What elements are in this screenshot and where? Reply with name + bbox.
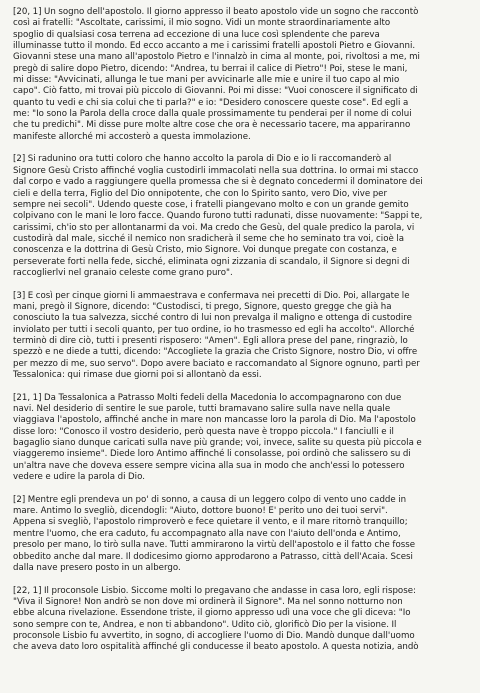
paragraph-22-1: [22, 1] Il proconsole Lisbio. Siccome molti lo pregavano che andasse in casa loro, egli rispose: "Viva il Signore! Non andrò se non dove mi ordinerà il Signore". Ma nel sonno notturno non ebbe alcuna rivelazione. Essendone triste, il giorno appresso udì una voce che gli diceva: "Io sono sempre con te, Andrea, e non ti abbandono". Udito ciò, glorificò Dio per la visione. Il proconsole Lisbio fu avvertito, in sogno, di accogliere l'uomo di Dio. Mandò dunque dall'uomo che aveva dato loro ospitalità affinché gli conducesse il beato apostolo. A questa notizia, andò	[13, 585, 419, 653]
paragraph-21-2: [2] Mentre egli prendeva un po' di sonno, a causa di un leggero colpo di vento uno cadde in mare. Antimo lo svegliò, dicendogli: "Aiuto, dottore buono! E' perito uno dei tuoi servi". Appena si svegliò, l'apostolo rimproverò e fece quietare il vento, e il mare ritornò tranquillo; mentre l'uomo, che era caduto, fu accompagnato alla nave con l'aiuto dell'onda e Antimo, presolo per mano, lo tirò sulla nave. Tutti ammirarono la virtù dell'apostolo e il fatto che fosse obbedito anche dal mare. Il dodicesimo giorno approdarono a Patrasso, città dell'Acaia. Scesi dalla nave presero posto in un albergo.	[13, 494, 416, 573]
paragraph-21-1: [21, 1] Da Tessalonica a Patrasso Molti fedeli della Macedonia lo accompagnarono con due navi. Nel desiderio di sentire le sue parole, tutti bramavano salire sulla nave nella quale viaggiava l'apostolo, affinché anche in mare non mancasse loro la parola di Dio. Ma l'apostolo disse loro: "Conosco il vostro desiderio, però questa nave è troppo piccola." I fanciulli e il bagaglio siano dunque caricati sulla nave più grande; voi, invece, salite su questa più piccola e viaggeremo insieme". Diede loro Antimo affinché li consolasse, poi ordinò che salissero su di un'altra nave che doveva essere sempre vicina alla sua in modo che anch'essi lo potessero vedere e udire la parola di Dio.	[13, 392, 422, 483]
paragraph-20-1: [20, 1] Un sogno dell'apostolo. Il giorno appresso il beato apostolo vide un sogno che raccontò così ai fratelli: "Ascoltate, carissimi, il mio sogno. Vidi un monte straordinariamente alto spoglio di qualsiasi cosa terrena ad eccezione di una luce così splendente che pareva illuminasse tutto il mondo. Ed ecco accanto a me i carissimi fratelli apostoli Pietro e Giovanni. Giovanni stese una mano all'apostolo Pietro e l'innalzò in cima al monte, poi, rivoltosi a me, mi pregò di salire dopo Pietro, dicendo: "Andrea, tu berrai il calice di Pietro"! Poi, stese le mani, mi disse: "Avvicinati, allunga le tue mani per avvicinarle alle mie e unire il tuo capo al mio capo". Ciò fatto, mi trovai più piccolo di Giovanni. Poi mi disse: "Vuoi conoscere il significato di quanto tu vedi e chi sia colui che ti parla?" e io: "Desidero conoscere queste cose". Ed egli a me: "Io sono la Parola della croce dalla quale prossimamente tu penderai per il nome di colui che tu predichi". Mi disse pure molte altre cose che ora è necessario tacere, ma appariranno manifeste allorché mi accosterò a questa immolazione.	[13, 7, 420, 142]
paragraph-20-2: [2] Si radunino ora tutti coloro che hanno accolto la parola di Dio e io li raccomanderò al Signore Gesù Cristo affinché voglia custodirli immacolati nella sua dottrina. Io ormai mi stacco dal corpo e vado a raggiungere quella promessa che si è degnato concedermi il dominatore dei cieli e della terra, Figlio del Dio onnipotente, che con lo Spirito santo, vero Dio, vive per sempre nei secoli". Udendo queste cose, i fratelli piangevano molto e con un grande gemito colpivano con le mani le loro facce. Quando furono tutti radunati, disse nuovamente: "Sappi te, carissimi, ch'io sto per allontanarmi da voi. Ma credo che Gesù, del quale predico la parola, vi custodirà dal male, sicché il nemico non sradicherà il seme che ho seminato tra voi, cioè la conoscenza e la dottrina di Gesù Cristo, mio Signore. Voi dunque pregate con costanza, e perseverate forti nella fede, sicché, eliminata ogni zizzania di scandalo, il Signore si degni di raccoglierlvi nel granaio celeste come grano puro".	[13, 154, 423, 278]
paragraph-20-3: [3] E così per cinque giorni li ammaestrava e confermava nei precetti di Dio. Poi, allargate le mani, pregò il Signore, dicendo: "Custodisci, ti prego, Signore, questo gregge che già ha conosciuto la tua salvezza, sicché contro di lui non prevalga il maligno e ottenga di custodire inviolato per tutti i secoli quanto, per tuo ordine, io ho trasmesso ed egli ha accolto". Allorché terminò di dire ciò, tutti i presenti risposero: "Amen". Egli allora prese del pane, ringraziò, lo spezzò e ne diede a tutti, dicendo: "Accogliete la grazia che Cristo Signore, nostro Dio, vi offre per mezzo di me, suo servo". Dopo avere baciato e raccomandato al Signore ognuno, partì per Tessalonica: qui rimase due giorni poi si allontanò da essi.	[13, 290, 420, 380]
